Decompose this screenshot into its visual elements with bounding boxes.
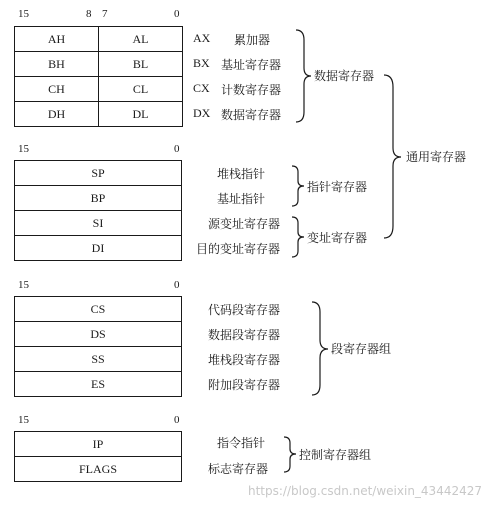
register-name-ax: AX [193,31,211,45]
bit-label-0: 0 [174,279,180,291]
desc-count-register: 计数寄存器 [221,83,282,97]
group-pointer-registers: 指针寄存器 [307,180,368,194]
register-ip: IP [15,432,182,457]
bit-label-15: 15 [18,279,29,291]
group-data-registers: 数据寄存器 [314,69,375,83]
register-ah: AH [15,27,99,52]
bit-label-0: 0 [174,8,180,20]
register-ds: DS [15,322,182,347]
register-bp: BP [15,186,182,211]
register-dh: DH [15,102,99,127]
register-ch: CH [15,77,99,102]
register-name-cx: CX [193,81,210,95]
register-di: DI [15,236,182,261]
desc-code-segment: 代码段寄存器 [208,303,281,317]
brace-control-registers [284,437,296,472]
register-si: SI [15,211,182,236]
desc-flags-register: 标志寄存器 [208,462,269,476]
bit-label-15: 15 [18,143,29,155]
desc-destination-index: 目的变址寄存器 [196,242,281,256]
bit-label-15: 15 [18,8,29,20]
register-bl: BL [99,52,183,77]
group-index-registers: 变址寄存器 [307,231,368,245]
brace-index-registers [292,217,304,257]
register-dl: DL [99,102,183,127]
desc-data-register: 数据寄存器 [221,108,282,122]
bit-label-15: 15 [18,414,29,426]
desc-base-pointer: 基址指针 [217,192,266,206]
group-segment-registers: 段寄存器组 [331,342,392,356]
bit-label-0: 0 [174,143,180,155]
group-control-registers: 控制寄存器组 [299,448,372,462]
register-bh: BH [15,52,99,77]
desc-accumulator: 累加器 [234,33,271,47]
desc-stack-segment: 堆栈段寄存器 [208,353,281,367]
brace-segment-registers [312,302,328,395]
register-name-dx: DX [193,106,211,120]
watermark-text: https://blog.csdn.net/weixin_43442427 [247,484,482,498]
register-flags: FLAGS [15,457,182,482]
desc-instruction-pointer: 指令指针 [217,436,266,450]
brace-pointer-registers [292,166,304,206]
register-es: ES [15,372,182,397]
register-sp: SP [15,161,182,186]
register-cs: CS [15,297,182,322]
desc-data-segment: 数据段寄存器 [208,328,281,342]
desc-base-register: 基址寄存器 [221,58,282,72]
desc-source-index: 源变址寄存器 [208,217,281,231]
bit-label-0: 0 [174,414,180,426]
group-general-purpose-registers: 通用寄存器 [406,150,467,164]
brace-general-purpose [384,75,401,238]
bit-label-8: 8 [86,8,92,20]
bit-label-7: 7 [102,8,108,20]
desc-extra-segment: 附加段寄存器 [208,378,281,392]
register-al: AL [99,27,183,52]
register-name-bx: BX [193,56,210,70]
brace-data-registers [296,30,311,122]
desc-stack-pointer: 堆栈指针 [217,167,266,181]
register-ss: SS [15,347,182,372]
register-cl: CL [99,77,183,102]
